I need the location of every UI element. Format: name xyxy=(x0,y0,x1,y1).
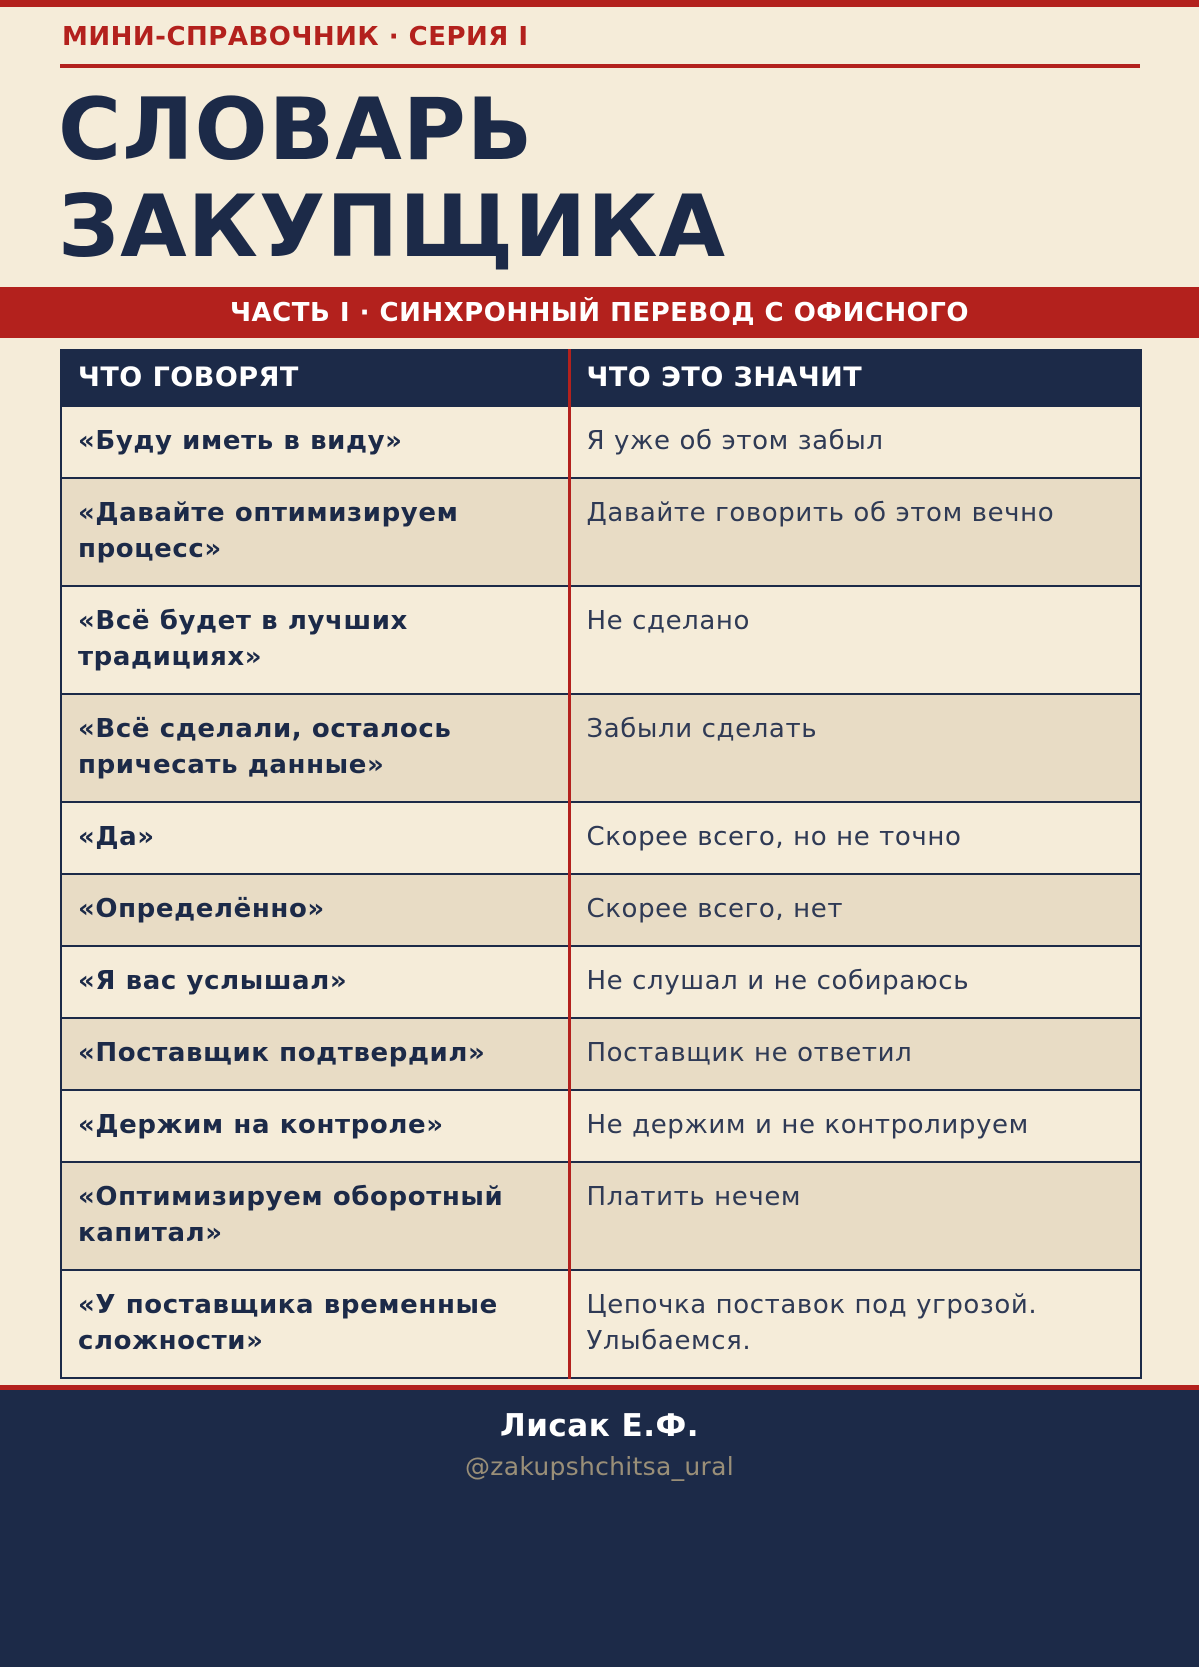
top-accent-stripe xyxy=(0,0,1199,7)
phrase-meaning: Не сделано xyxy=(569,586,1141,694)
phrase-meaning: Скорее всего, но не точно xyxy=(569,802,1141,874)
phrase-said: «Всё сделали, осталось причесать данные» xyxy=(61,694,569,802)
phrase-meaning: Давайте говорить об этом вечно xyxy=(569,478,1141,586)
table-row xyxy=(61,802,1141,874)
subtitle-text: ЧАСТЬ I · СИНХРОННЫЙ ПЕРЕВОД С ОФИСНОГО xyxy=(230,297,969,328)
table-row xyxy=(61,406,1141,478)
table-header-row xyxy=(61,349,1141,406)
column-header-meant: ЧТО ЭТО ЗНАЧИТ xyxy=(569,349,1141,406)
title-line-1: СЛОВАРЬ xyxy=(58,80,534,180)
table-row xyxy=(61,874,1141,946)
series-divider xyxy=(60,64,1140,68)
phrase-meaning: Забыли сделать xyxy=(569,694,1141,802)
phrase-said: «Да» xyxy=(61,802,569,874)
phrase-meaning: Платить нечем xyxy=(569,1162,1141,1270)
phrase-meaning: Не слушал и не собираюсь xyxy=(569,946,1141,1018)
phrase-meaning: Я уже об этом забыл xyxy=(569,406,1141,478)
author-handle: @zakupshchitsa_ural xyxy=(464,1452,734,1481)
phrase-meaning: Скорее всего, нет xyxy=(569,874,1141,946)
table-row xyxy=(61,478,1141,586)
table-row xyxy=(61,1018,1141,1090)
table-row xyxy=(61,586,1141,694)
phrase-said: «Держим на контроле» xyxy=(61,1090,569,1162)
table-row xyxy=(61,1090,1141,1162)
phrase-meaning: Не держим и не контролируем xyxy=(569,1090,1141,1162)
title-line-2: ЗАКУПЩИКА xyxy=(58,177,727,277)
phrase-said: «Буду иметь в виду» xyxy=(61,406,569,478)
subtitle-band xyxy=(0,287,1199,338)
table-row xyxy=(61,946,1141,1018)
phrase-said: «Оптимизируем оборотный капитал» xyxy=(61,1162,569,1270)
column-header-said: ЧТО ГОВОРЯТ xyxy=(61,349,569,406)
table-row xyxy=(61,1270,1141,1378)
phrase-said: «Давайте оптимизируем процесс» xyxy=(61,478,569,586)
dictionary-table xyxy=(60,349,1142,1379)
table-row xyxy=(61,1162,1141,1270)
phrase-said: «Я вас услышал» xyxy=(61,946,569,1018)
author-name: Лисак Е.Ф. xyxy=(499,1408,700,1444)
phrase-meaning: Цепочка поставок под угрозой. Улыбаемся. xyxy=(569,1270,1141,1378)
phrase-meaning: Поставщик не ответил xyxy=(569,1018,1141,1090)
phrase-said: «Определённо» xyxy=(61,874,569,946)
phrase-said: «Всё будет в лучших традициях» xyxy=(61,586,569,694)
phrase-said: «У поставщика временные сложности» xyxy=(61,1270,569,1378)
series-label: МИНИ-СПРАВОЧНИК · СЕРИЯ I xyxy=(62,22,529,52)
phrase-said: «Поставщик подтвердил» xyxy=(61,1018,569,1090)
page-title xyxy=(58,82,726,276)
table-row xyxy=(61,694,1141,802)
